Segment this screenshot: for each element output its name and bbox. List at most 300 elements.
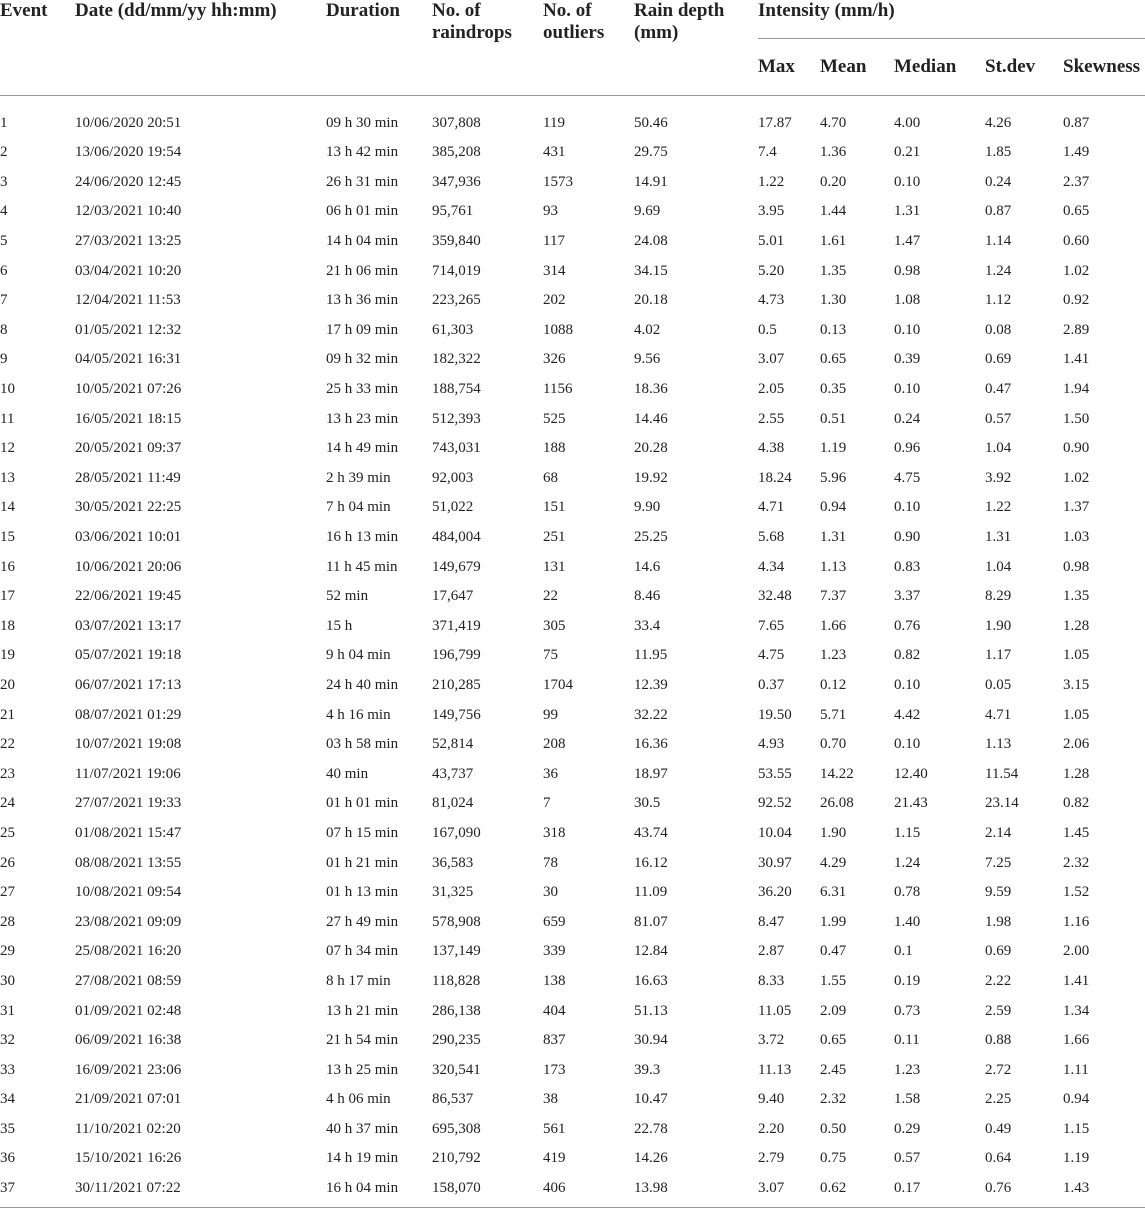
table-cell: 17,647 [432, 588, 474, 605]
table-cell: 28/05/2021 11:49 [75, 469, 181, 486]
table-cell: 03/04/2021 10:20 [75, 262, 182, 279]
table-cell: 208 [543, 736, 566, 753]
table-cell: 286,138 [432, 1002, 481, 1019]
table-cell: 5.68 [758, 529, 785, 546]
table-cell: 0.10 [894, 499, 921, 516]
table-cell: 25/08/2021 16:20 [75, 943, 182, 960]
table-cell: 43.74 [634, 824, 668, 841]
table-cell: 0.13 [820, 321, 847, 338]
table-cell: 11 [0, 410, 15, 427]
table-cell: 30 [0, 972, 15, 989]
table-cell: 21/09/2021 07:01 [75, 1091, 182, 1108]
table-cell: 23 [0, 765, 15, 782]
table-cell: 1.13 [820, 558, 847, 575]
header-duration: Duration [326, 0, 432, 96]
table-cell: 307,808 [432, 114, 481, 131]
table-cell: 0.87 [1063, 114, 1090, 131]
table-cell: 10.47 [634, 1091, 668, 1108]
table-row [0, 96, 1145, 139]
table-row [0, 582, 1145, 612]
table-cell: 0.10 [894, 676, 921, 693]
table-cell: 23.14 [985, 795, 1019, 812]
table-cell: 34 [0, 1091, 15, 1108]
table-cell: 0.90 [894, 529, 921, 546]
table-cell: 151 [543, 499, 566, 516]
table-cell: 09 h 32 min [326, 351, 399, 368]
table-cell: 1.23 [894, 1061, 921, 1078]
table-cell: 13 h 36 min [326, 292, 399, 309]
table-cell: 40 h 37 min [326, 1120, 399, 1137]
table-cell: 36 [0, 1150, 15, 1167]
table-cell: 0.98 [1063, 558, 1090, 575]
table-cell: 11.13 [758, 1061, 792, 1078]
table-cell: 7.4 [758, 144, 777, 161]
table-cell: 92,003 [432, 469, 474, 486]
table-cell: 419 [543, 1150, 566, 1167]
table-cell: 0.94 [820, 499, 847, 516]
table-cell: 138 [543, 972, 566, 989]
table-cell: 61,303 [432, 321, 474, 338]
table-cell: 0.78 [894, 884, 921, 901]
table-cell: 3.95 [758, 203, 785, 220]
table-row [0, 256, 1145, 286]
table-cell: 22.78 [634, 1120, 668, 1137]
table-cell: 0.88 [985, 1032, 1012, 1049]
table-cell: 13 h 42 min [326, 144, 399, 161]
table-cell: 31 [0, 1002, 15, 1019]
table-cell: 0.21 [894, 144, 921, 161]
table-cell: 119 [543, 114, 565, 131]
table-cell: 188,754 [432, 381, 481, 398]
table-cell: 371,419 [432, 617, 481, 634]
table-cell: 1.90 [820, 824, 847, 841]
table-cell: 1.28 [1063, 617, 1090, 634]
table-cell: 1.85 [985, 144, 1012, 161]
table-cell: 196,799 [432, 647, 481, 664]
table-cell: 19.50 [758, 706, 792, 723]
table-row [0, 1055, 1145, 1085]
table-cell: 1156 [543, 381, 573, 398]
table-cell: 03/06/2021 10:01 [75, 529, 182, 546]
table-cell: 0.24 [894, 410, 921, 427]
table-cell: 10/07/2021 19:08 [75, 736, 182, 753]
table-cell: 4.75 [894, 469, 921, 486]
table-cell: 20.28 [634, 440, 668, 457]
table-cell: 318 [543, 824, 566, 841]
table-cell: 0.76 [894, 617, 921, 634]
table-cell: 1.22 [758, 173, 785, 190]
table-cell: 0.5 [758, 321, 777, 338]
table-cell: 07 h 34 min [326, 943, 399, 960]
table-row [0, 345, 1145, 375]
table-cell: 0.65 [820, 351, 847, 368]
table-cell: 320,541 [432, 1061, 481, 1078]
table-cell: 305 [543, 617, 566, 634]
table-row [0, 404, 1145, 434]
table-cell: 0.75 [820, 1150, 847, 1167]
table-cell: 17 h 09 min [326, 321, 399, 338]
table-cell: 2.72 [985, 1061, 1012, 1078]
table-cell: 29.75 [634, 144, 668, 161]
header-median: Median [894, 39, 985, 96]
table-cell: 4 h 06 min [326, 1091, 391, 1108]
table-cell: 27 h 49 min [326, 913, 399, 930]
table-cell: 0.57 [985, 410, 1012, 427]
table-cell: 6.31 [820, 884, 847, 901]
table-cell: 21 [0, 706, 15, 723]
table-cell: 743,031 [432, 440, 481, 457]
table-cell: 08/07/2021 01:29 [75, 706, 182, 723]
table-cell: 695,308 [432, 1120, 481, 1137]
table-cell: 1.30 [820, 292, 847, 309]
table-cell: 0.47 [985, 381, 1012, 398]
table-cell: 9.56 [634, 351, 661, 368]
table-cell: 5 [0, 233, 8, 250]
table-cell: 75 [543, 647, 558, 664]
table-cell: 1.43 [1063, 1174, 1145, 1208]
table-cell: 35 [0, 1120, 15, 1137]
table-cell: 404 [543, 1002, 566, 1019]
table-cell: 14.22 [820, 765, 854, 782]
header-event: Event [0, 0, 75, 96]
table-cell: 34.15 [634, 262, 668, 279]
table-row [0, 227, 1145, 257]
table-cell: 22 [0, 736, 15, 753]
table-cell: 0.19 [894, 972, 921, 989]
table-cell: 3.15 [1063, 676, 1090, 693]
table-cell: 18.24 [758, 469, 792, 486]
table-cell: 1.35 [1063, 588, 1090, 605]
table-cell: 290,235 [432, 1032, 481, 1049]
table-cell: 1.11 [1063, 1061, 1089, 1078]
table-cell: 9.40 [758, 1091, 785, 1108]
table-cell: 0.98 [894, 262, 921, 279]
table-row [0, 493, 1145, 523]
table-cell: 1.36 [820, 144, 847, 161]
table-cell: 15 h [326, 617, 353, 634]
table-cell: 1.58 [894, 1091, 921, 1108]
table-cell: 9 [0, 351, 8, 368]
table-cell: 32.22 [634, 706, 668, 723]
table-cell: 158,070 [432, 1174, 543, 1208]
table-cell: 17 [0, 588, 15, 605]
table-cell: 10/08/2021 09:54 [75, 884, 182, 901]
table-cell: 13 h 23 min [326, 410, 399, 427]
header-date: Date (dd/mm/yy hh:mm) [75, 0, 326, 96]
table-cell: 01 h 21 min [326, 854, 399, 871]
table-cell: 4.71 [758, 499, 785, 516]
table-cell: 12/04/2021 11:53 [75, 292, 181, 309]
table-cell: 1 [0, 114, 8, 131]
table-cell: 2.20 [758, 1120, 785, 1137]
table-cell: 8.46 [634, 588, 661, 605]
table-row [0, 375, 1145, 405]
table-cell: 1088 [543, 321, 573, 338]
table-cell: 06 h 01 min [326, 203, 399, 220]
table-cell: 86,537 [432, 1091, 474, 1108]
table-cell: 525 [543, 410, 566, 427]
table-cell: 0.57 [894, 1150, 921, 1167]
table-cell: 3.72 [758, 1032, 785, 1049]
table-cell: 2.32 [820, 1091, 847, 1108]
table-cell: 1.04 [985, 558, 1012, 575]
table-cell: 7 [0, 292, 8, 309]
table-cell: 10/05/2021 07:26 [75, 381, 182, 398]
table-cell: 173 [543, 1061, 566, 1078]
table-cell: 01 h 01 min [326, 795, 399, 812]
table-cell: 17.87 [758, 114, 792, 131]
table-cell: 2.45 [820, 1061, 847, 1078]
table-row [0, 789, 1145, 819]
table-cell: 4.34 [758, 558, 785, 575]
table-cell: 16/09/2021 23:06 [75, 1061, 182, 1078]
table-cell: 1.08 [894, 292, 921, 309]
table-row [0, 197, 1145, 227]
table-cell: 9.90 [634, 499, 661, 516]
table-cell: 1.12 [985, 292, 1012, 309]
table-row [0, 1026, 1145, 1056]
table-cell: 9 h 04 min [326, 647, 391, 664]
table-cell: 11.95 [634, 647, 668, 664]
table-cell: 13 [0, 469, 15, 486]
table-cell: 39.3 [634, 1061, 661, 1078]
table-cell: 16.36 [634, 736, 668, 753]
table-cell: 6 [0, 262, 8, 279]
table-cell: 2.09 [820, 1002, 847, 1019]
table-cell: 2.22 [985, 972, 1012, 989]
table-row [0, 848, 1145, 878]
table-cell: 14 [0, 499, 15, 516]
table-cell: 347,936 [432, 173, 481, 190]
table-cell: 36 [543, 765, 558, 782]
table-row [0, 700, 1145, 730]
table-cell: 30/11/2021 07:22 [75, 1174, 326, 1208]
table-cell: 4.71 [985, 706, 1012, 723]
header-stdev: St.dev [985, 39, 1063, 96]
table-cell: 13 h 25 min [326, 1061, 399, 1078]
table-cell: 26 h 31 min [326, 173, 399, 190]
table-cell: 0.17 [894, 1174, 985, 1208]
table-cell: 385,208 [432, 144, 481, 161]
table-cell: 01/05/2021 12:32 [75, 321, 182, 338]
table-cell: 1704 [543, 676, 573, 693]
table-cell: 14.6 [634, 558, 661, 575]
table-cell: 0.87 [985, 203, 1012, 220]
table-cell: 37 [0, 1174, 75, 1208]
table-cell: 16.12 [634, 854, 668, 871]
table-cell: 1.28 [1063, 765, 1090, 782]
table-cell: 10.04 [758, 824, 792, 841]
table-row [0, 937, 1145, 967]
table-cell: 2 h 39 min [326, 469, 391, 486]
table-row [0, 612, 1145, 642]
table-cell: 52,814 [432, 736, 474, 753]
table-cell: 8.33 [758, 972, 785, 989]
table-cell: 11.09 [634, 884, 668, 901]
table-cell: 5.96 [820, 469, 847, 486]
header-skewness: Skewness [1063, 39, 1145, 96]
table-cell: 08/08/2021 13:55 [75, 854, 182, 871]
table-cell: 188 [543, 440, 566, 457]
table-cell: 0.11 [894, 1032, 920, 1049]
table-row [0, 168, 1145, 198]
table-cell: 149,756 [432, 706, 481, 723]
table-cell: 118,828 [432, 972, 481, 989]
table-cell: 06/07/2021 17:13 [75, 676, 182, 693]
table-cell: 3.07 [758, 351, 785, 368]
table-cell: 5.71 [820, 706, 847, 723]
table-cell: 1.52 [1063, 884, 1090, 901]
table-cell: 1.66 [1063, 1032, 1090, 1049]
table-cell: 16 h 04 min [326, 1174, 432, 1208]
table-cell: 95,761 [432, 203, 474, 220]
table-cell: 53.55 [758, 765, 792, 782]
table-row [0, 907, 1145, 937]
table-cell: 14 h 19 min [326, 1150, 399, 1167]
table-cell: 2.06 [1063, 736, 1090, 753]
table-cell: 25 [0, 824, 15, 841]
table-cell: 33.4 [634, 617, 661, 634]
table-cell: 1.02 [1063, 469, 1090, 486]
table-cell: 16.63 [634, 972, 668, 989]
table-cell: 2.14 [985, 824, 1012, 841]
table-cell: 1.15 [1063, 1120, 1090, 1137]
table-cell: 4.38 [758, 440, 785, 457]
table-cell: 13/06/2020 19:54 [75, 144, 182, 161]
table-cell: 05/07/2021 19:18 [75, 647, 182, 664]
table-cell: 1.14 [985, 233, 1012, 250]
table-cell: 38 [543, 1091, 558, 1108]
table-cell: 1.03 [1063, 529, 1090, 546]
table-cell: 11/07/2021 19:06 [75, 765, 181, 782]
table-row [0, 316, 1145, 346]
table-cell: 1.37 [1063, 499, 1090, 516]
table-cell: 223,265 [432, 292, 481, 309]
table-cell: 1573 [543, 173, 573, 190]
table-cell: 0.69 [985, 943, 1012, 960]
table-cell: 8 [0, 321, 8, 338]
table-cell: 3.37 [894, 588, 921, 605]
table-cell: 24 [0, 795, 15, 812]
table-row [0, 641, 1145, 671]
table-cell: 0.49 [985, 1120, 1012, 1137]
table-cell: 0.65 [820, 1032, 847, 1049]
table-cell: 182,322 [432, 351, 481, 368]
table-row [0, 967, 1145, 997]
table-cell: 0.10 [894, 736, 921, 753]
table-cell: 0.47 [820, 943, 847, 960]
table-cell: 1.66 [820, 617, 847, 634]
table-cell: 1.04 [985, 440, 1012, 457]
table-cell: 01/09/2021 02:48 [75, 1002, 182, 1019]
table-cell: 32.48 [758, 588, 792, 605]
table-cell: 01 h 13 min [326, 884, 399, 901]
table-cell: 8.47 [758, 913, 785, 930]
table-cell: 1.31 [820, 529, 847, 546]
table-cell: 1.35 [820, 262, 847, 279]
table-cell: 0.65 [1063, 203, 1090, 220]
table-row [0, 1144, 1145, 1174]
table-cell: 251 [543, 529, 566, 546]
table-cell: 3.07 [758, 1174, 820, 1208]
table-cell: 2.55 [758, 410, 785, 427]
table-cell: 359,840 [432, 233, 481, 250]
table-cell: 0.1 [894, 943, 913, 960]
table-cell: 1.98 [985, 913, 1012, 930]
table-cell: 03 h 58 min [326, 736, 399, 753]
table-cell: 52 min [326, 588, 369, 605]
table-cell: 11.05 [758, 1002, 792, 1019]
table-cell: 2.25 [985, 1091, 1012, 1108]
table-cell: 1.90 [985, 617, 1012, 634]
table-cell: 1.44 [820, 203, 847, 220]
table-cell: 431 [543, 144, 566, 161]
table-cell: 659 [543, 913, 566, 930]
table-cell: 12/03/2021 10:40 [75, 203, 182, 220]
table-cell: 0.69 [985, 351, 1012, 368]
table-cell: 1.15 [894, 824, 921, 841]
table-cell: 9.59 [985, 884, 1012, 901]
table-cell: 12.84 [634, 943, 668, 960]
table-cell: 20.18 [634, 292, 668, 309]
table-cell: 7 h 04 min [326, 499, 391, 516]
table-cell: 1.50 [1063, 410, 1090, 427]
table-cell: 93 [543, 203, 558, 220]
table-cell: 14.91 [634, 173, 668, 190]
table-row [0, 434, 1145, 464]
table-row [0, 878, 1145, 908]
table-cell: 7.25 [985, 854, 1012, 871]
table-cell: 24.08 [634, 233, 668, 250]
table-cell: 561 [543, 1120, 566, 1137]
table-cell: 4.93 [758, 736, 785, 753]
table-cell: 1.05 [1063, 647, 1090, 664]
table-cell: 5.01 [758, 233, 785, 250]
table-cell: 16/05/2021 18:15 [75, 410, 182, 427]
table-cell: 131 [543, 558, 566, 575]
table-cell: 14.46 [634, 410, 668, 427]
header-raindrops: No. of raindrops [432, 0, 543, 96]
table-cell: 03/07/2021 13:17 [75, 617, 182, 634]
table-cell: 19.92 [634, 469, 668, 486]
table-cell: 11/10/2021 02:20 [75, 1120, 181, 1137]
table-cell: 15/10/2021 16:26 [75, 1150, 182, 1167]
table-cell: 0.60 [1063, 233, 1090, 250]
table-cell: 30/05/2021 22:25 [75, 499, 182, 516]
table-cell: 21.43 [894, 795, 928, 812]
table-cell: 117 [543, 233, 565, 250]
table-row [0, 819, 1145, 849]
table-cell: 1.40 [894, 913, 921, 930]
table-cell: 1.16 [1063, 913, 1090, 930]
table-cell: 4.02 [634, 321, 661, 338]
table-cell: 30.94 [634, 1032, 668, 1049]
table-cell: 29 [0, 943, 15, 960]
table-cell: 16 h 13 min [326, 529, 399, 546]
table-row [0, 730, 1145, 760]
table-cell: 0.96 [894, 440, 921, 457]
table-cell: 1.05 [1063, 706, 1090, 723]
table-cell: 24/06/2020 12:45 [75, 173, 182, 190]
table-cell: 09 h 30 min [326, 114, 399, 131]
table-cell: 7.65 [758, 617, 785, 634]
table-cell: 22/06/2021 19:45 [75, 588, 182, 605]
table-cell: 04/05/2021 16:31 [75, 351, 182, 368]
table-cell: 314 [543, 262, 566, 279]
table-cell: 11.54 [985, 765, 1019, 782]
table-cell: 1.61 [820, 233, 847, 250]
table-cell: 1.45 [1063, 824, 1090, 841]
